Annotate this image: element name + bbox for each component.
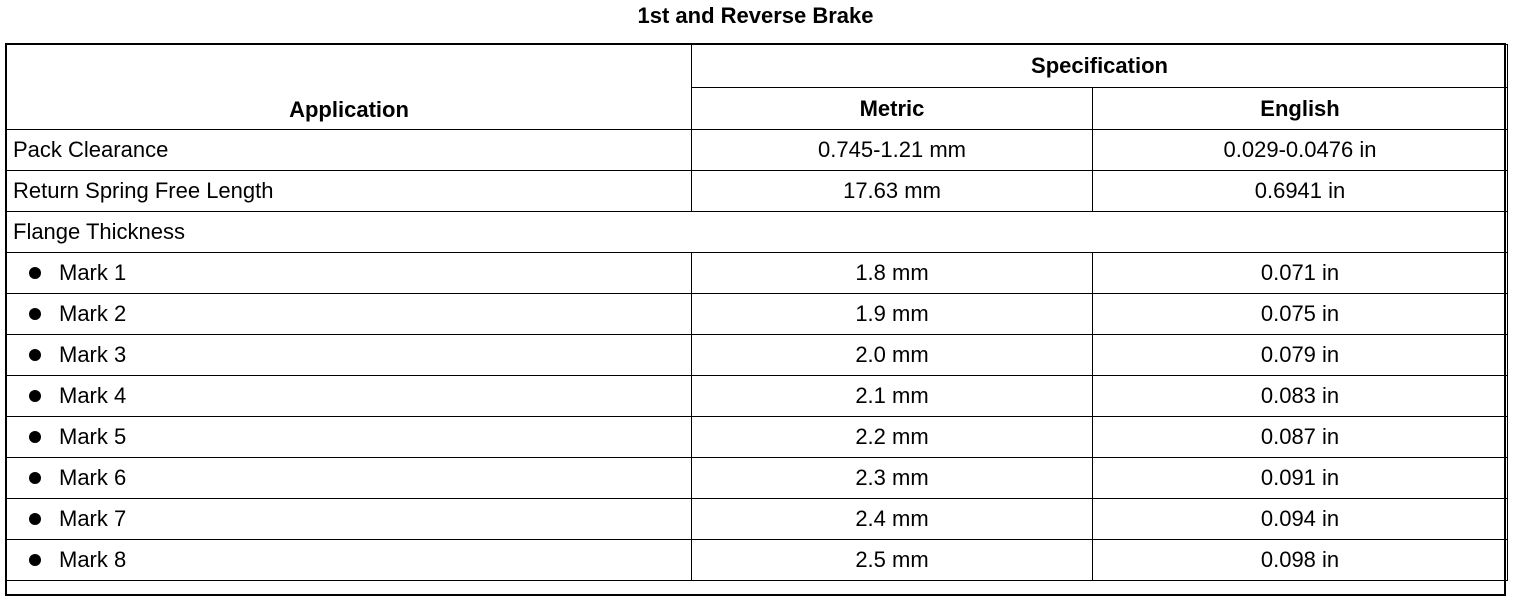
table-row [7,335,1508,376]
application-cell [7,499,692,540]
application-cell: Pack Clearance [7,130,692,171]
specification-header: Specification [692,45,1508,88]
application-cell [7,253,692,294]
metric-cell: 2.5 mm [692,540,1093,581]
english-cell: 0.098 in [1093,540,1508,581]
mark-label: Mark 5 [59,424,127,449]
mark-label: Mark 8 [59,547,127,572]
bullet-icon [29,472,41,484]
table-title: 1st and Reverse Brake [637,3,874,28]
table-row [7,417,1508,458]
table-row [7,171,1508,212]
mark-label: Mark 4 [59,383,127,408]
english-cell: 0.071 in [1093,253,1508,294]
english-cell: 0.091 in [1093,458,1508,499]
mark-label: Mark 1 [59,260,127,285]
english-cell: 0.079 in [1093,335,1508,376]
table-row [7,499,1508,540]
application-cell [7,335,692,376]
english-cell: 0.029-0.0476 in [1093,130,1508,171]
table-row [7,458,1508,499]
english-cell: 0.094 in [1093,499,1508,540]
mark-label: Mark 6 [59,465,127,490]
bullet-icon [29,554,41,566]
metric-cell: 2.1 mm [692,376,1093,417]
metric-cell: 0.745-1.21 mm [692,130,1093,171]
table-row [7,294,1508,335]
application-cell: Return Spring Free Length [7,171,692,212]
english-cell: 0.087 in [1093,417,1508,458]
table-row-group-header [7,212,1508,253]
application-header [7,45,692,130]
metric-cell: 2.3 mm [692,458,1093,499]
application-cell [7,458,692,499]
table-row [7,376,1508,417]
application-cell [7,294,692,335]
application-header-label: Application [289,97,409,122]
english-cell: 0.083 in [1093,376,1508,417]
application-cell [7,417,692,458]
mark-label: Mark 7 [59,506,127,531]
bullet-icon [29,390,41,402]
metric-cell: 17.63 mm [692,171,1093,212]
application-cell [7,376,692,417]
table-row [7,253,1508,294]
mark-label: Mark 3 [59,342,127,367]
english-cell: 0.6941 in [1093,171,1508,212]
bullet-icon [29,308,41,320]
specification-table [6,44,1508,581]
metric-header: Metric [692,88,1093,130]
table-row [7,540,1508,581]
metric-cell: 1.9 mm [692,294,1093,335]
bullet-icon [29,349,41,361]
english-header: English [1093,88,1508,130]
table-row [7,130,1508,171]
english-cell: 0.075 in [1093,294,1508,335]
application-cell [7,540,692,581]
bullet-icon [29,431,41,443]
metric-cell: 1.8 mm [692,253,1093,294]
metric-cell: 2.2 mm [692,417,1093,458]
bullet-icon [29,267,41,279]
application-group-cell: Flange Thickness [7,212,1508,253]
bullet-icon [29,513,41,525]
metric-cell: 2.0 mm [692,335,1093,376]
metric-cell: 2.4 mm [692,499,1093,540]
mark-label: Mark 2 [59,301,127,326]
